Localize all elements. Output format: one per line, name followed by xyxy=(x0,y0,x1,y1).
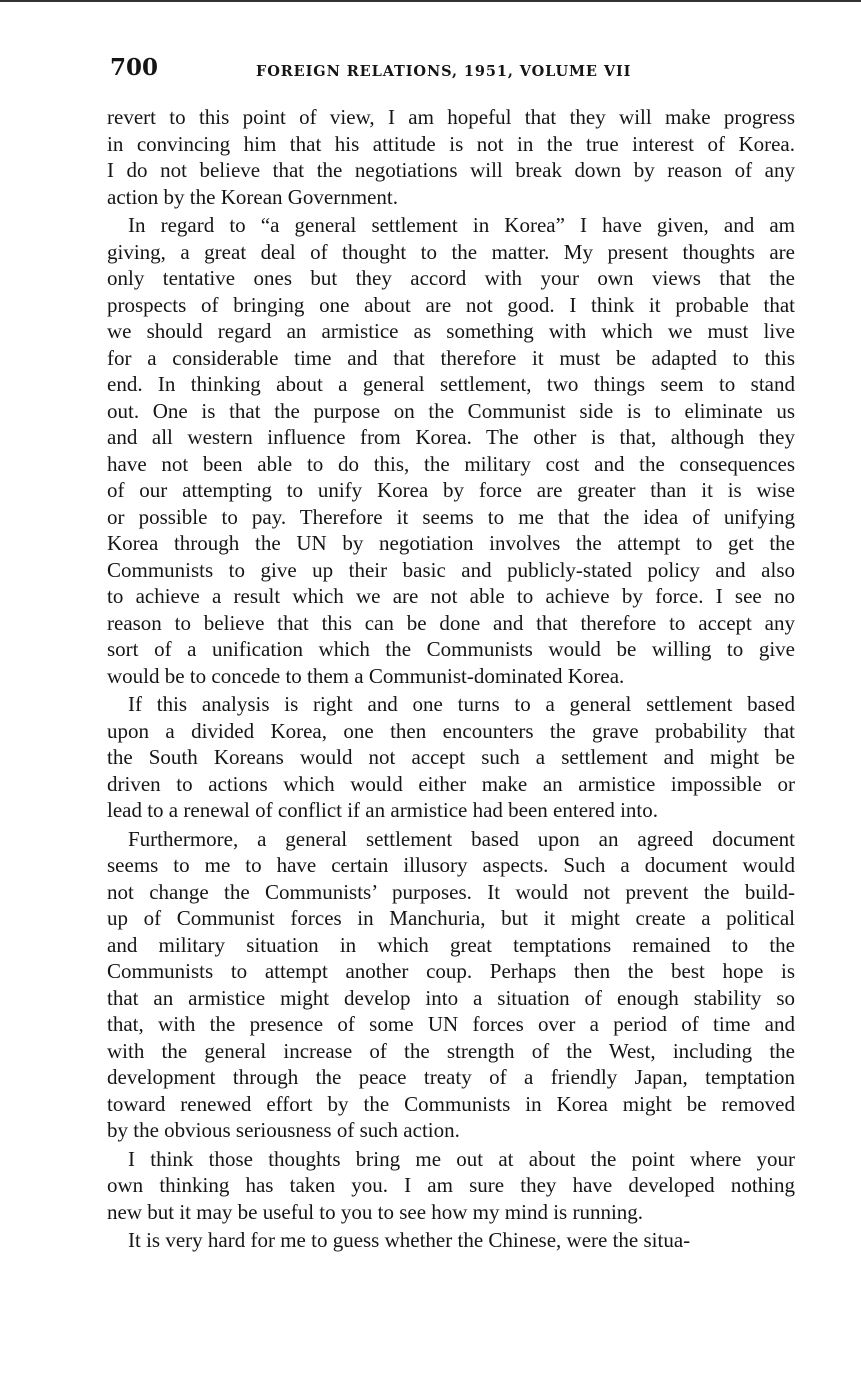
text-line: reason to believe that this can be done and that therefore to accept any xyxy=(107,610,795,635)
text-line: driven to actions which would either make an armistice impossible or xyxy=(107,771,795,796)
text-line: end. In thinking about a general settlement, two things seem to stand xyxy=(107,372,795,396)
text-line: I think those thoughts bring me out at about the point where your xyxy=(128,1146,795,1171)
paragraph xyxy=(107,691,795,824)
text-line: or possible to pay. Therefore it seems to me that the idea of unifying xyxy=(107,504,795,529)
text-line: up of Communist forces in Manchuria, but it might create a political xyxy=(107,906,795,930)
text-line: seems to me to have certain illusory aspects. Such a document would xyxy=(107,853,795,877)
paragraph xyxy=(107,104,795,210)
page-header xyxy=(110,54,800,88)
text-line: Communists to give up their basic and publicly-stated policy and also xyxy=(107,557,795,582)
page-number: 700 xyxy=(110,54,159,81)
text-line: Communists to attempt another coup. Perhaps then the best hope is xyxy=(107,959,795,983)
text-line: have not been able to do this, the military cost and the consequences xyxy=(107,451,795,476)
text-line: own thinking has taken you. I am sure they have developed nothing xyxy=(107,1173,795,1197)
text-line: that, with the presence of some UN forces over a period of time and xyxy=(107,1012,795,1036)
text-line: with the general increase of the strength of the West, including the xyxy=(107,1038,795,1063)
text-line: would be to concede to them a Communist-dominated Korea. xyxy=(107,663,625,688)
text-line: only tentative ones but they accord with your own views that the xyxy=(107,266,795,290)
top-border-rule xyxy=(0,0,861,2)
text-line: and military situation in which great temptations remained to the xyxy=(107,932,795,957)
text-line: development through the peace treaty of a friendly Japan, temptation xyxy=(107,1065,795,1089)
paragraph xyxy=(107,1146,795,1226)
body-text xyxy=(107,104,795,1254)
text-line: action by the Korean Government. xyxy=(107,184,398,209)
text-line: and all western influence from Korea. The other is that, although they xyxy=(107,425,795,449)
text-line: not change the Communists’ purposes. It would not prevent the build- xyxy=(107,879,795,904)
text-line: Furthermore, a general settlement based upon an agreed document xyxy=(128,826,795,851)
text-line: of our attempting to unify Korea by force are greater than it is wise xyxy=(107,478,795,502)
text-line: out. One is that the purpose on the Communist side is to eliminate us xyxy=(107,398,795,423)
text-line: prospects of bringing one about are not good. I think it probable that xyxy=(107,292,795,317)
text-line: Korea through the UN by negotiation involves the attempt to get the xyxy=(107,531,795,555)
text-line: sort of a unification which the Communists would be willing to give xyxy=(107,637,795,661)
text-line: lead to a renewal of conflict if an armistice had been entered into. xyxy=(107,798,659,822)
paragraph xyxy=(107,1227,795,1254)
running-title: FOREIGN RELATIONS, 1951, VOLUME VII xyxy=(256,63,632,80)
text-line: I do not believe that the negotiations will break down by reason of any xyxy=(107,158,795,182)
text-line: toward renewed effort by the Communists in Korea might be removed xyxy=(107,1091,795,1116)
text-line: for a considerable time and that therefore it must be adapted to this xyxy=(107,345,795,370)
text-line: the South Koreans would not accept such a settlement and might be xyxy=(107,745,795,769)
text-line: that an armistice might develop into a situation of enough stability so xyxy=(107,985,795,1010)
text-line: revert to this point of view, I am hopeful that they will make progress xyxy=(107,105,795,129)
text-line: by the obvious seriousness of such action. xyxy=(107,1118,460,1142)
text-line: In regard to “a general settlement in Korea” I have given, and am xyxy=(128,213,795,237)
paragraph xyxy=(107,212,795,689)
text-line: upon a divided Korea, one then encounters the grave probability that xyxy=(107,718,795,743)
text-line: If this analysis is right and one turns to a general settlement based xyxy=(128,692,795,716)
text-line: in convincing him that his attitude is not in the true interest of Korea. xyxy=(107,131,795,156)
text-line: to achieve a result which we are not able to achieve by force. I see no xyxy=(107,584,795,608)
text-line: It is very hard for me to guess whether the Chinese, were the situa- xyxy=(128,1228,691,1252)
text-line: we should regard an armistice as something with which we must live xyxy=(107,319,795,343)
text-line: new but it may be useful to you to see how my mind is running. xyxy=(107,1199,644,1224)
paragraph xyxy=(107,826,795,1144)
text-line: giving, a great deal of thought to the matter. My present thoughts are xyxy=(107,239,795,264)
